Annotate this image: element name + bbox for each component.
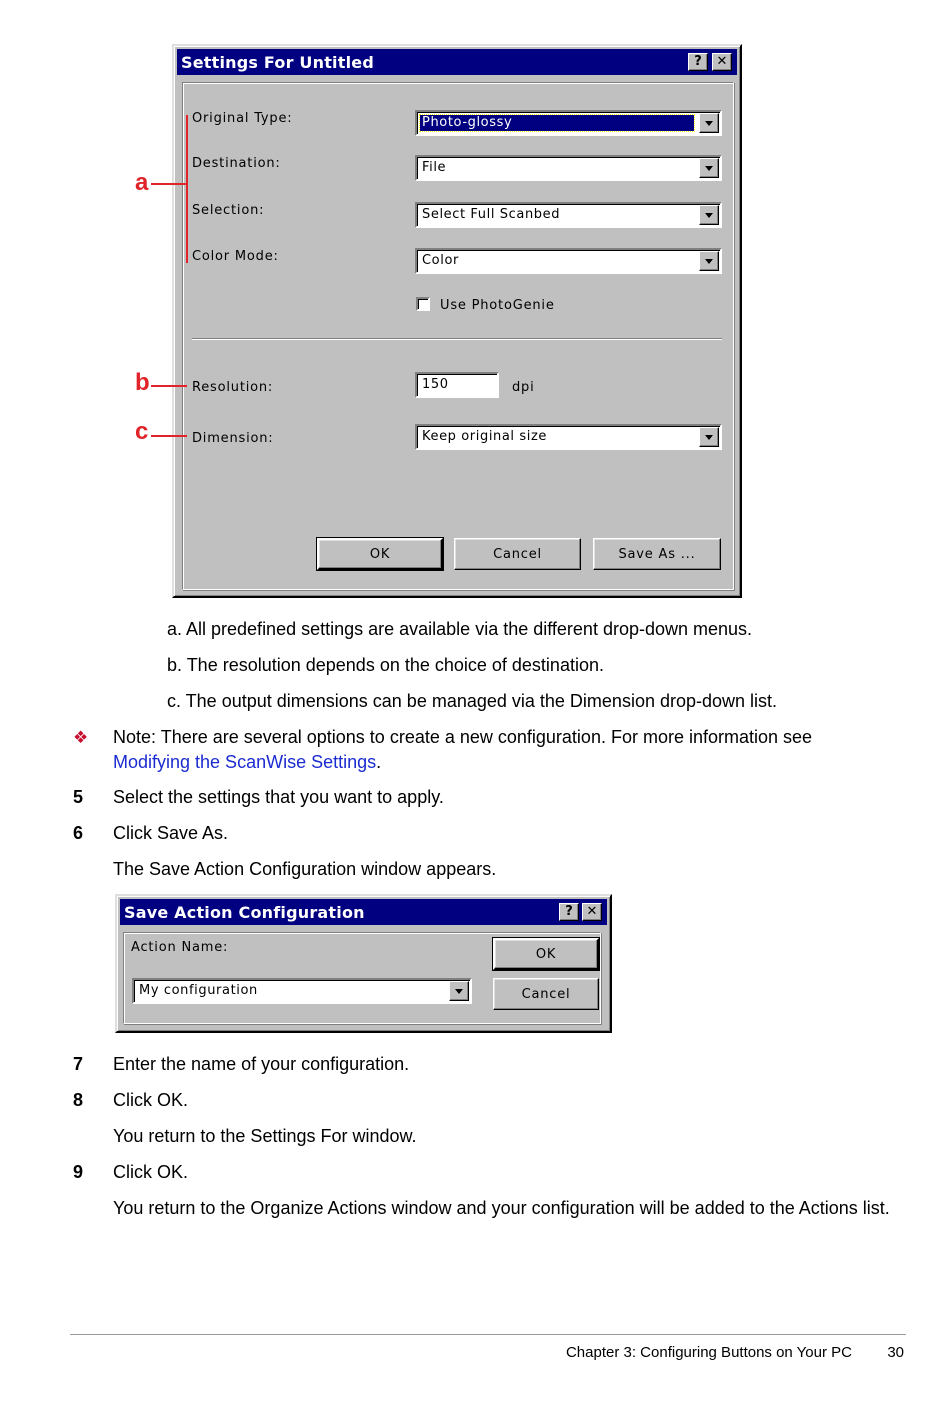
color-mode-label: Color Mode: (192, 249, 279, 264)
original-type-dropdown[interactable] (415, 110, 722, 136)
step-text: Enter the name of your configuration. (113, 1054, 410, 1074)
resolution-label: Resolution: (192, 380, 274, 395)
original-type-label: Original Type: (192, 111, 293, 126)
color-mode-value: Color (422, 253, 459, 268)
save-title-bar[interactable] (120, 899, 607, 925)
help-button[interactable]: ? (559, 903, 579, 921)
caption-b: b. The resolution depends on the choice of destination. (167, 655, 604, 675)
step-text: Click OK. (113, 1090, 189, 1110)
selection-value: Select Full Scanbed (422, 207, 561, 222)
save-ok-button[interactable]: OK (493, 938, 599, 970)
save-action-dialog (115, 894, 612, 1033)
note-paragraph (113, 725, 903, 775)
step-text: Click OK. (113, 1162, 189, 1182)
photogenie-checkbox[interactable] (416, 297, 430, 311)
action-name-combo[interactable] (132, 978, 472, 1004)
close-button[interactable]: ✕ (712, 53, 732, 71)
action-name-label: Action Name: (131, 940, 229, 955)
chevron-down-icon[interactable] (699, 113, 719, 133)
step-number: 9 (73, 1162, 84, 1182)
step-number: 5 (73, 787, 84, 807)
chevron-down-icon[interactable] (699, 251, 719, 271)
callout-line-a (151, 183, 187, 185)
step-number: 6 (73, 823, 84, 843)
note-bullet-icon: ❖ (73, 728, 89, 747)
step-result-text: You return to the Settings For window. (113, 1126, 417, 1146)
callout-bracket-a (186, 115, 188, 263)
chevron-down-icon[interactable] (699, 205, 719, 225)
footer-chapter: Chapter 3: Configuring Buttons on Your PC (565, 1344, 852, 1361)
resolution-unit: dpi (512, 380, 535, 395)
original-type-value: Photo-glossy (420, 115, 694, 131)
cancel-button[interactable]: Cancel (454, 538, 581, 570)
step-text: Select the settings that you want to apply. (113, 787, 444, 807)
note-suffix: . (376, 752, 382, 772)
callout-line-b (151, 385, 187, 387)
save-dialog-title: Save Action Configuration (124, 903, 365, 922)
dimension-value: Keep original size (422, 429, 547, 444)
callout-letter-b: b (135, 369, 150, 396)
resolution-value: 150 (422, 377, 449, 392)
caption-a: a. All predefined settings are available via the different drop-down menus. (167, 619, 753, 639)
step-result-text: You return to the Organize Actions window and your configuration will be added to the Actions list. (113, 1198, 890, 1218)
caption-c: c. The output dimensions can be managed via the Dimension drop-down list. (167, 691, 778, 711)
help-button[interactable]: ? (688, 53, 708, 71)
step-text: Click Save As. (113, 823, 229, 843)
save-cancel-button[interactable]: Cancel (493, 978, 599, 1010)
settings-divider (192, 338, 722, 340)
settings-dialog (172, 44, 742, 598)
destination-dropdown[interactable] (415, 155, 722, 181)
footer-rule (70, 1334, 906, 1335)
save-as-button[interactable]: Save As ... (593, 538, 721, 570)
destination-value: File (422, 160, 447, 175)
settings-dialog-title: Settings For Untitled (181, 53, 374, 72)
chevron-down-icon[interactable] (699, 427, 719, 447)
chevron-down-icon[interactable] (699, 158, 719, 178)
dimension-dropdown[interactable] (415, 424, 722, 450)
note-link[interactable]: Modifying the ScanWise Settings (113, 752, 377, 772)
callout-letter-a: a (135, 169, 149, 196)
selection-label: Selection: (192, 203, 265, 218)
action-name-value: My configuration (139, 983, 258, 998)
settings-title-bar[interactable] (177, 49, 737, 75)
close-button[interactable]: ✕ (582, 903, 602, 921)
note-text: Note: There are several options to create a new configuration. For more information see (113, 727, 813, 747)
step-number: 8 (73, 1090, 84, 1110)
photogenie-label[interactable]: Use PhotoGenie (440, 298, 555, 313)
callout-line-c (151, 435, 187, 437)
step-result-text: The Save Action Configuration window appears. (113, 859, 497, 879)
chevron-down-icon[interactable] (449, 981, 469, 1001)
selection-dropdown[interactable] (415, 202, 722, 228)
callout-letter-c: c (135, 418, 149, 445)
resolution-input[interactable] (415, 372, 499, 398)
step-number: 7 (73, 1054, 84, 1074)
destination-label: Destination: (192, 156, 281, 171)
page-number: 30 (887, 1344, 904, 1361)
ok-button[interactable]: OK (317, 538, 443, 570)
color-mode-dropdown[interactable] (415, 248, 722, 274)
dimension-label: Dimension: (192, 431, 274, 446)
